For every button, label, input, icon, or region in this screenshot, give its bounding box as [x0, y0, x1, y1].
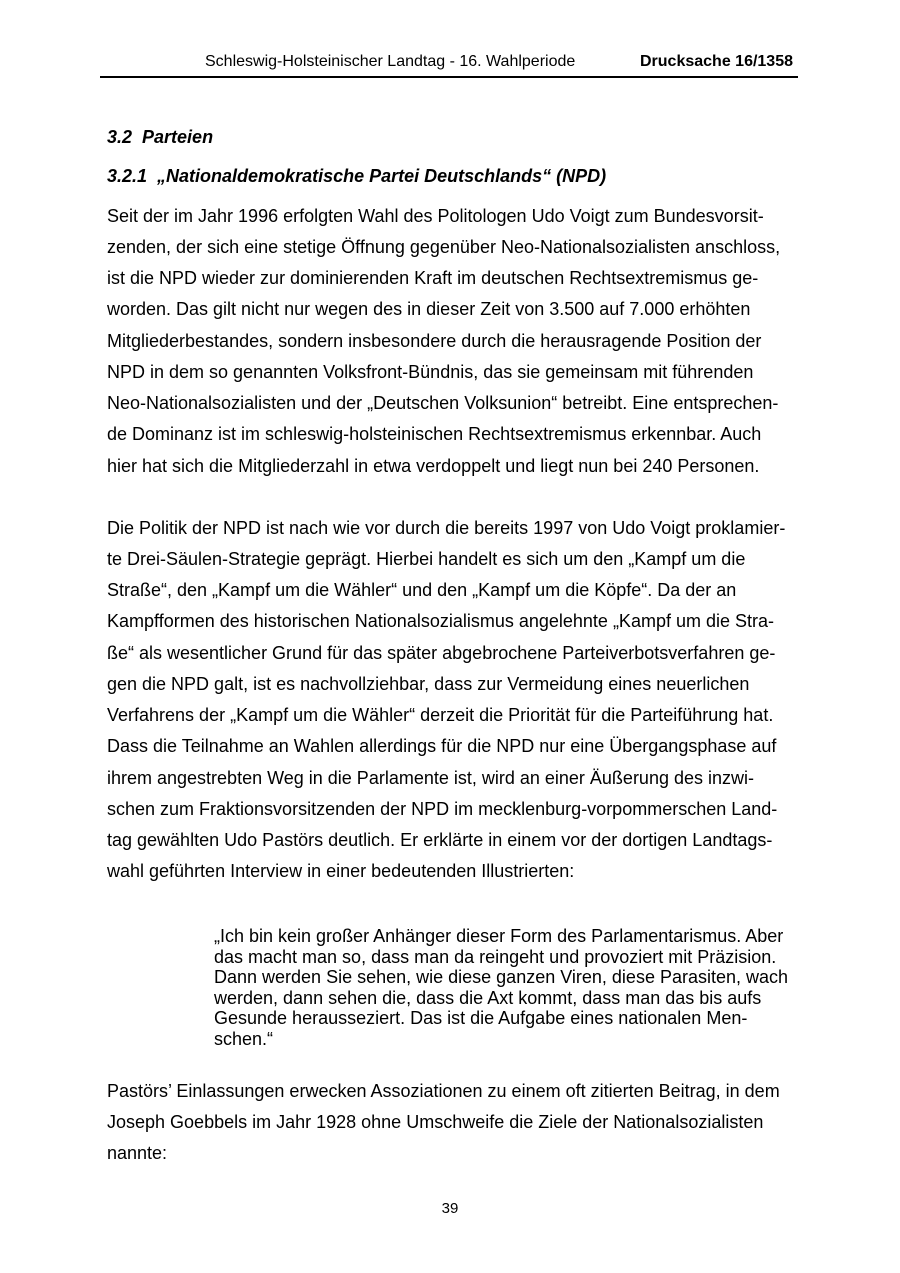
quote-line: Gesunde herausseziert. Das ist die Aufgabe eines nationalen Men- — [214, 1008, 748, 1029]
header-rule — [100, 76, 798, 78]
paragraph-line: Die Politik der NPD ist nach wie vor durch die bereits 1997 von Udo Voigt proklamier- — [107, 517, 786, 538]
quote-line: Dann werden Sie sehen, wie diese ganzen Viren, diese Parasiten, wach — [214, 967, 789, 988]
paragraph-line: te Drei-Säulen-Strategie geprägt. Hierbei handelt es sich um den „Kampf um die — [107, 548, 746, 569]
paragraph-3 — [107, 1076, 780, 1169]
paragraph-line: nannte: — [107, 1142, 168, 1163]
paragraph-line: de Dominanz ist im schleswig-holsteinischen Rechtsextremismus erkennbar. Auch — [107, 424, 762, 445]
paragraph-line: Straße“, den „Kampf um die Wähler“ und den „Kampf um die Köpfe“. Da der an — [107, 580, 737, 600]
quote-line: schen.“ — [214, 1028, 274, 1049]
paragraph-line: tag gewählten Udo Pastörs deutlich. Er erklärte in einem vor der dortigen Landtags- — [107, 830, 773, 850]
paragraph-line: Kampfformen des historischen Nationalsozialismus angelehnte „Kampf um die Stra- — [107, 611, 774, 632]
header-title: Schleswig-Holsteinischer Landtag - 16. Wahlperiode — [205, 53, 576, 70]
paragraph-line: Dass die Teilnahme an Wahlen allerdings für die NPD nur eine Übergangsphase auf — [107, 736, 777, 757]
section-number: 3.2 — [107, 127, 133, 147]
quote-line: „Ich bin kein großer Anhänger dieser Form des Parlamentarismus. Aber — [214, 926, 784, 946]
paragraph-line: Mitgliederbestandes, sondern insbesondere durch die herausragende Position der — [107, 330, 762, 351]
subsection-number: 3.2.1 — [107, 166, 148, 186]
paragraph-line: wahl geführten Interview in einer bedeutenden Illustrierten: — [107, 861, 575, 882]
section-heading — [107, 125, 213, 149]
paragraph-line: Seit der im Jahr 1996 erfolgten Wahl des Politologen Udo Voigt zum Bundesvorsit- — [107, 205, 764, 226]
section-title: Parteien — [142, 127, 214, 147]
block-quote — [214, 926, 788, 1050]
paragraph-1 — [107, 201, 780, 482]
paragraph-line: Verfahrens der „Kampf um die Wähler“ derzeit die Priorität für die Parteiführung hat. — [107, 705, 774, 725]
quote-line: das macht man so, dass man da reingeht und provoziert mit Präzision. — [214, 946, 777, 967]
paragraph-line: NPD in dem so genannten Volksfront-Bündnis, das sie gemeinsam mit führenden — [107, 361, 754, 382]
paragraph-line: Pastörs’ Einlassungen erwecken Assoziationen zu einem oft zitierten Beitrag, in dem — [107, 1080, 780, 1101]
subsection-title: „Nationaldemokratische Partei Deutschlands“ (NPD) — [157, 166, 607, 186]
paragraph-line: zenden, der sich eine stetige Öffnung gegenüber Neo-Nationalsozialisten anschloss, — [107, 236, 781, 257]
header-doc-number: Drucksache 16/1358 — [640, 53, 793, 70]
paragraph-line: Neo-Nationalsozialisten und der „Deutschen Volksunion“ betreibt. Eine entsprechen- — [107, 393, 779, 413]
paragraph-line: ist die NPD wieder zur dominierenden Kraft im deutschen Rechtsextremismus ge- — [107, 268, 759, 288]
paragraph-2 — [107, 513, 785, 888]
paragraph-line: ße“ als wesentlicher Grund für das später abgebrochene Parteiverbotsverfahren ge- — [107, 642, 776, 663]
subsection-heading — [107, 164, 606, 188]
paragraph-line: hier hat sich die Mitgliederzahl in etwa verdoppelt und liegt nun bei 240 Personen. — [107, 455, 760, 476]
paragraph-line: schen zum Fraktionsvorsitzenden der NPD im mecklenburg-vorpommerschen Land- — [107, 798, 778, 819]
paragraph-line: worden. Das gilt nicht nur wegen des in dieser Zeit von 3.500 auf 7.000 erhöhten — [107, 299, 751, 320]
paragraph-line: gen die NPD galt, ist es nachvollziehbar, dass zur Vermeidung eines neuerlichen — [107, 673, 750, 694]
quote-line: werden, dann sehen die, dass die Axt kommt, dass man das bis aufs — [214, 987, 762, 1008]
paragraph-line: ihrem angestrebten Weg in die Parlamente ist, wird an einer Äußerung des inzwi- — [107, 767, 754, 788]
page-number: 39 — [441, 1200, 459, 1217]
paragraph-line: Joseph Goebbels im Jahr 1928 ohne Umschweife die Ziele der Nationalsozialisten — [107, 1111, 764, 1132]
